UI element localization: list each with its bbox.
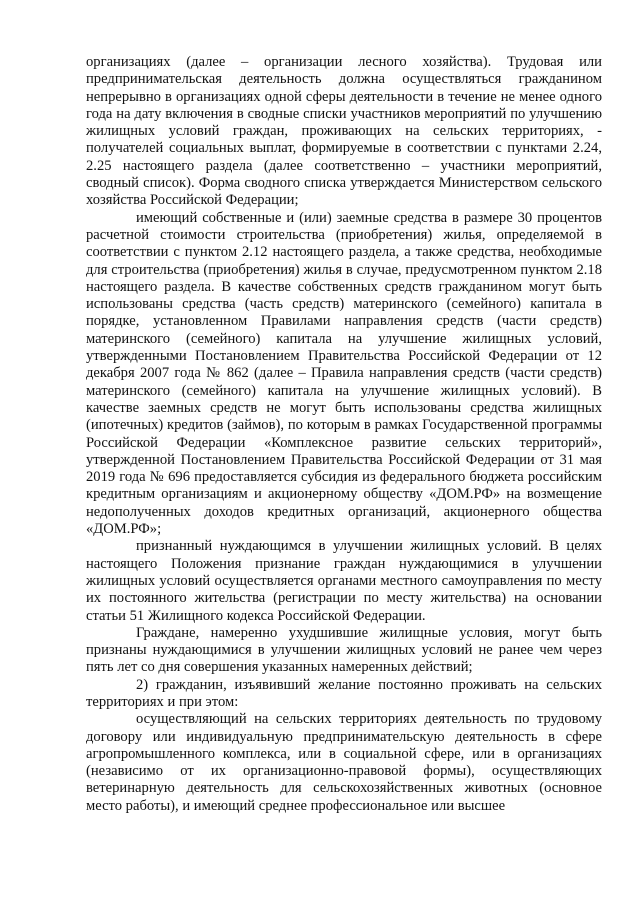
paragraph-deliberate-worsening: Граждане, намеренно ухудшившие жилищные условия, могут быть признаны нуждающимися в улучшении жилищных условий не ранее чем через пять лет со дня совершения указанных намеренных действий;: [86, 624, 602, 676]
document-page: [86, 54, 602, 815]
paragraph-item-2-intent-to-reside: 2) гражданин, изъявивший желание постоянно проживать на сельских территориях и при этом:: [86, 676, 602, 710]
paragraph-forestry-organizations: организациях (далее – организации лесного хозяйства). Трудовая или предпринимательская деятельность должна осуществляться гражданином непрерывно в организациях одной сферы деятельности в течение не менее одного года на дату включения в сводные списки участников мероприятий по улучшению жилищных условий граждан, проживающих на сельских территориях, - получателей социальных выплат, формируемые в соответствии с пунктами 2.24, 2.25 настоящего раздела (далее соответственно – участники мероприятий, сводный список). Форма сводного списка утверждается Министерством сельского хозяйства Российской Федерации;: [86, 54, 602, 209]
paragraph-own-and-borrowed-funds: имеющий собственные и (или) заемные средства в размере 30 процентов расчетной стоимости строительства (приобретения) жилья, определяемой в соответствии с пунктом 2.12 настоящего раздела, а также средства, необходимые для строительства (приобретения) жилья в случае, предусмотренном пунктом 2.18 настоящего раздела. В качестве собственных средств гражданином могут быть использованы средства (часть средств) материнского (семейного) капитала в порядке, установленном Правилами направления средств (части средств) материнского (семейного) капитала на улучшение жилищных условий, утвержденными Постановлением Правительства Российской Федерации от 12 декабря 2007 года № 862 (далее – Правила направления средств (части средств) материнского (семейного) капитала на улучшение жилищных условий). В качестве заемных средств не могут быть использованы средства жилищных (ипотечных) кредитов (займов), по которым в рамках Государственной программы Российской Федерации «Комплексное развитие сельских территорий», утвержденной Постановлением Правительства Российской Федерации от 31 мая 2019 года № 696 предоставляется субсидия из федерального бюджета российским кредитным организациям и акционерному обществу «ДОМ.РФ» на возмещение недополученных доходов кредитных организаций, акционерного общества «ДОМ.РФ»;: [86, 209, 602, 538]
paragraph-housing-need-recognition: признанный нуждающимся в улучшении жилищных условий. В целях настоящего Положения признание граждан нуждающимися в улучшении жилищных условий осуществляется органами местного самоуправления по месту их постоянного жительства (регистрации по месту жительства) на основании статьи 51 Жилищного кодекса Российской Федерации.: [86, 538, 602, 624]
paragraph-rural-employment: осуществляющий на сельских территориях деятельность по трудовому договору или индивидуальную предпринимательскую деятельность в сфере агропромышленного комплекса, или в социальной сфере, или в организациях (независимо от их организационно-правовой формы), осуществляющих ветеринарную деятельность для сельскохозяйственных животных (основное место работы), и имеющий среднее профессиональное или высшее: [86, 711, 602, 814]
